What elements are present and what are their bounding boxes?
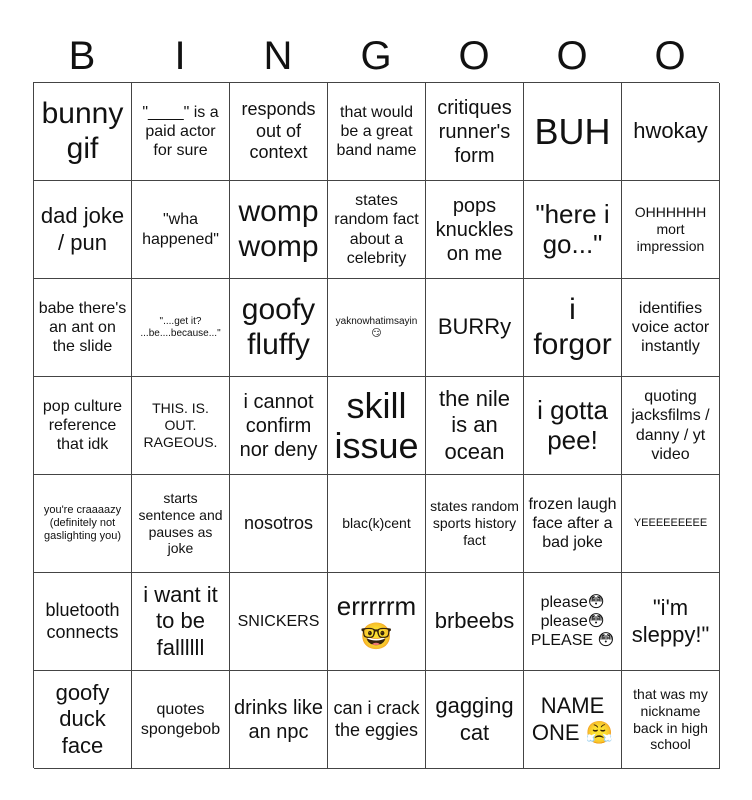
bingo-cell[interactable]: THIS. IS. OUT. RAGEOUS. [132,377,230,475]
bingo-cell[interactable]: pop culture reference that idk [34,377,132,475]
bingo-cell[interactable]: you're craaaazy (definitely not gaslighting you) [34,475,132,573]
bingo-cell[interactable]: i cannot confirm nor deny [230,377,328,475]
bingo-cell[interactable]: BURRy [426,279,524,377]
bingo-cell[interactable]: nosotros [230,475,328,573]
bingo-cell[interactable]: i forgor [524,279,622,377]
bingo-cell[interactable]: states random fact about a celebrity [328,181,426,279]
bingo-cell[interactable]: babe there's an ant on the slide [34,279,132,377]
bingo-cell[interactable]: bunny gif [34,83,132,181]
bingo-cell[interactable]: skill issue [328,377,426,475]
bingo-cell[interactable]: bluetooth connects [34,573,132,671]
bingo-cell[interactable]: quotes spongebob [132,671,230,769]
bingo-cell[interactable]: "i'm sleppy!" [622,573,720,671]
bingo-cell[interactable]: the nile is an ocean [426,377,524,475]
bingo-cell[interactable]: starts sentence and pauses as joke [132,475,230,573]
bingo-header [33,30,719,82]
header-letter-g: G [360,33,392,78]
bingo-cell[interactable]: that was my nickname back in high school [622,671,720,769]
bingo-board [33,82,719,768]
bingo-cell[interactable]: OHHHHHH mort impression [622,181,720,279]
bingo-cell[interactable]: YEEEEEEEEE [622,475,720,573]
bingo-cell[interactable]: i want it to be fallllll [132,573,230,671]
header-letter-n: N [263,33,293,78]
bingo-cell[interactable]: quoting jacksfilms / danny / yt video [622,377,720,475]
bingo-cell[interactable]: dad joke / pun [34,181,132,279]
bingo-cell[interactable]: "____" is a paid actor for sure [132,83,230,181]
bingo-cell[interactable]: SNICKERS [230,573,328,671]
bingo-cell[interactable]: i gotta pee! [524,377,622,475]
bingo-cell[interactable]: identifies voice actor instantly [622,279,720,377]
header-letter-o-1: O [458,33,490,78]
header-letter-o-3: O [654,33,686,78]
bingo-cell[interactable]: "here i go..." [524,181,622,279]
bingo-cell[interactable]: critiques runner's form [426,83,524,181]
bingo-cell[interactable]: blac(k)cent [328,475,426,573]
bingo-cell[interactable]: BUH [524,83,622,181]
header-letter-b: B [68,33,96,78]
bingo-cell[interactable]: states random sports history fact [426,475,524,573]
bingo-cell[interactable]: please😳 please😳 PLEASE 😳 [524,573,622,671]
header-letter-i: I [174,33,186,78]
bingo-cell[interactable]: pops knuckles on me [426,181,524,279]
bingo-cell[interactable]: womp womp [230,181,328,279]
bingo-cell[interactable]: yaknowhatimsayin 😏 [328,279,426,377]
bingo-cell[interactable]: can i crack the eggies [328,671,426,769]
bingo-cell[interactable]: frozen laugh face after a bad joke [524,475,622,573]
bingo-cell[interactable]: gagging cat [426,671,524,769]
bingo-cell[interactable]: that would be a great band name [328,83,426,181]
bingo-cell[interactable]: goofy duck face [34,671,132,769]
bingo-cell[interactable]: hwokay [622,83,720,181]
bingo-cell[interactable]: NAME ONE 😤 [524,671,622,769]
bingo-cell[interactable]: drinks like an npc [230,671,328,769]
bingo-cell[interactable]: "....get it? ...be....because..." [132,279,230,377]
bingo-cell[interactable]: goofy fluffy [230,279,328,377]
header-letter-o-2: O [556,33,588,78]
bingo-cell[interactable]: "wha happened" [132,181,230,279]
bingo-cell[interactable]: brbeebs [426,573,524,671]
bingo-cell[interactable]: errrrrm 🤓 [328,573,426,671]
bingo-cell[interactable]: responds out of context [230,83,328,181]
